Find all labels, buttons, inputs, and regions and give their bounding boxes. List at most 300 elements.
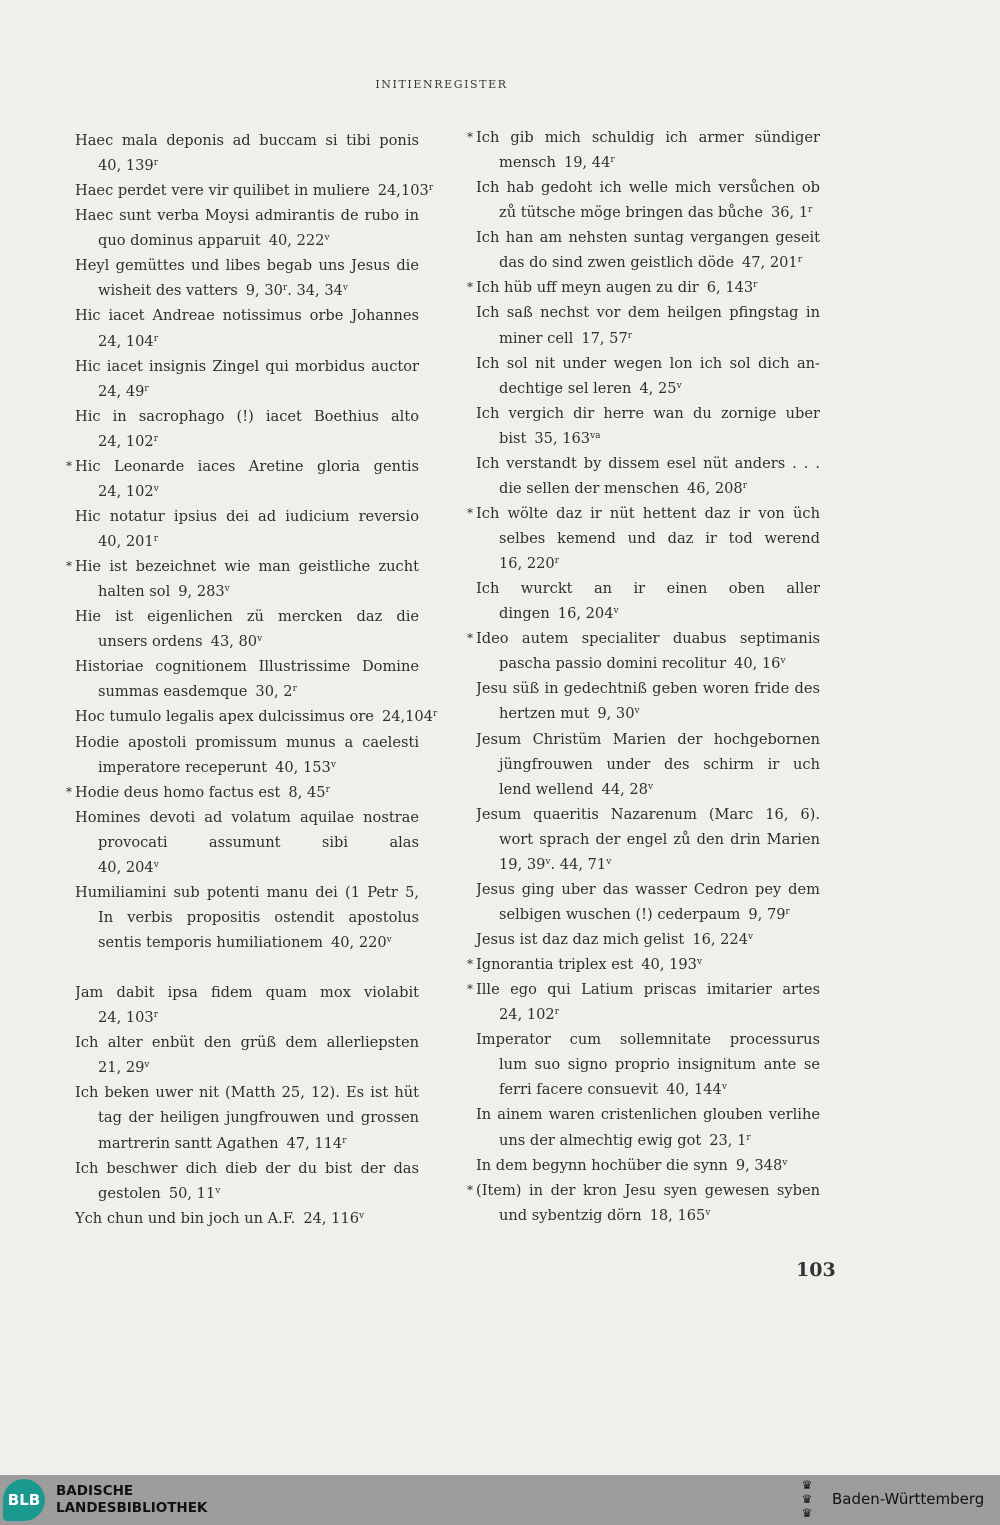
index-entry [75,980,419,1030]
entry-line [75,730,419,755]
entry-text: halten sol [98,583,171,601]
entry-text: Hic in sacrophago (!) iacet Boethius alto [75,407,419,425]
folio-side: r [808,205,813,216]
entry-text: imperatore receperunt [98,758,268,776]
entry-text: dechtige sel leren [499,379,632,397]
entry-line [75,1055,419,1080]
entry-text: Jesu süß in gedechtniß geben woren fride des [476,680,820,698]
entry-line [476,200,820,225]
folio-number: . 44, 71 [550,855,607,873]
index-entry [75,303,419,353]
entry-line [75,454,419,479]
folio-number: 6, 143 [706,279,754,297]
entry-text: Heyl gemüttes und libes begab uns Jesus die [75,257,419,275]
index-entry [66,554,419,604]
entry-line [476,651,820,676]
entry-line [476,351,820,376]
entry-line [476,802,820,827]
folio-reference [742,254,802,271]
folio-number: 47, 114 [286,1134,343,1152]
folio-side: v [386,935,392,945]
folio-side: v [606,856,612,867]
folio-number: 24,103 [377,182,429,200]
folio-side: v [324,233,330,244]
entry-line [75,704,438,729]
folio-reference [98,157,158,174]
index-entry [476,727,820,802]
index-entry [75,805,419,880]
entry-text: Jesum quaeritis Nazarenum (Marc 16, 6). [476,805,820,823]
index-entry [467,501,820,576]
index-entry [66,780,419,805]
entry-line [75,579,419,604]
entry-text: Jesum Christüm Marien der hochgebornen [476,730,820,748]
folio-reference [564,154,615,171]
entry-line [75,504,419,529]
entry-line [75,930,419,955]
entry-line [75,329,419,354]
asterisk-mark: * [66,784,72,799]
index-entry [476,401,820,451]
entry-line [75,379,419,404]
entry-text: provocati assumunt sibi alas [98,833,419,851]
entry-text: Ich hab gedoht ich welle mich versůchen ob [476,179,820,197]
folio-side: r [554,556,560,567]
entry-line [476,676,820,701]
baden-wuerttemberg-lions-icon: ♛ ♛ ♛ [801,1478,813,1520]
entry-line [75,755,419,780]
folio-side: r [433,709,438,720]
entry-text: Hodie deus homo factus est [75,783,281,801]
folio-number: 24,104 [381,708,434,726]
folio-side: v [545,856,551,867]
folio-number: 19, 44 [563,154,611,172]
folio-reference [98,1059,150,1076]
entry-text: hertzen mut [499,705,590,723]
blb-logo[interactable]: BLB [3,1479,45,1521]
entry-line [476,501,820,526]
library-name-line2: LANDESBIBLIOTHEK [56,1500,208,1516]
folio-side: r [325,784,330,795]
entry-text: (Item) in der kron Jesu syen gewesen syben [476,1181,820,1199]
folio-side: r [153,158,159,169]
entry-text: Ille ego qui Latium priscas imitarier artes [476,981,820,999]
folio-reference [692,931,753,948]
entry-text: mensch [499,154,556,172]
entry-line [476,1203,820,1228]
entry-line [75,1156,419,1181]
entry-line [476,752,820,777]
footer-bar [0,1475,1000,1525]
index-entry [476,802,820,877]
folio-reference [303,1210,364,1227]
index-entry [75,1156,419,1206]
asterisk-mark: * [467,505,473,520]
folio-side: v [144,1060,150,1071]
folio-reference [98,383,149,400]
folio-number: 30, 2 [255,683,293,701]
entry-text: bist [499,429,527,447]
folio-reference [269,232,330,249]
entry-text: pascha passio domini recolitur [499,655,727,673]
entry-line [75,278,419,303]
entry-line [75,629,419,654]
entry-text: Jesus ging uber das wasser Cedron pey dem [476,880,820,898]
entry-line [476,1128,820,1153]
folio-reference [499,1006,559,1023]
folio-number: 4, 25 [639,379,677,397]
entry-text: summas easdemque [98,683,248,701]
folio-reference [178,583,230,600]
folio-number: 46, 208 [687,479,743,497]
entry-line [75,980,419,1005]
entry-line [476,626,820,651]
index-entry [476,225,820,275]
index-entry [476,877,820,927]
entry-text: Hie ist bezeichnet wie man geistliche zucht [75,558,419,576]
index-entry [75,1080,419,1155]
folio-side: r [153,433,159,444]
folio-number: 36, 1 [770,204,809,222]
entry-line [476,526,820,551]
folio-reference [382,708,437,725]
folio-reference [707,279,758,296]
entry-text: In ainem waren cristenlichen glouben verlihe [476,1106,820,1124]
folio-number: 50, 11 [168,1184,216,1202]
entry-text: Haec sunt verba Moysi admirantis de rubo in [75,207,419,225]
index-entry [476,1153,820,1178]
entry-line [476,1052,820,1077]
folio-reference [709,1132,750,1149]
entry-text: Hic notatur ipsius dei ad iudicium reversio [75,507,419,525]
entry-line [476,927,820,952]
entry-line [476,451,820,476]
entry-text: lend wellend [499,780,594,798]
entry-text: unsers ordens [98,633,203,651]
asterisk-mark: * [467,957,473,972]
folio-reference [736,1157,788,1174]
entry-line [476,902,820,927]
section-gap [75,955,419,980]
entry-line [476,1153,820,1178]
folio-reference [98,533,158,550]
folio-number: 23, 1 [709,1131,747,1149]
folio-reference [771,204,812,221]
entry-line [75,1206,419,1231]
entry-text: Ich beschwer dich dieb der du bist der das [75,1159,419,1177]
entry-line [476,727,820,752]
entry-line [75,303,419,328]
folio-reference [211,633,263,650]
index-entry [476,451,820,501]
folio-number: 9, 30 [597,705,635,723]
index-entry [75,654,419,704]
entry-line [75,1131,419,1156]
entry-text: Hic iacet Andreae notissimus orbe Johannes [75,307,419,325]
folio-reference [581,330,632,347]
running-head: INITIENREGISTER [375,78,508,91]
folio-side: r [153,333,159,344]
folio-reference [734,655,786,672]
entry-text: und sybentzig dörn [499,1206,642,1224]
entry-line [75,679,419,704]
folio-reference [641,956,702,973]
entry-text: Ich saß nechst vor dem heilgen pfingstag in [476,304,820,322]
folio-number: 16, 224 [692,931,748,948]
folio-side: v [647,781,654,792]
entry-line [75,905,419,930]
folio-side: v [153,483,159,494]
folio-reference [687,480,747,497]
entry-line [476,1027,820,1052]
entry-line [476,426,820,451]
entry-line [75,529,419,554]
library-name-line1: BADISCHE [56,1483,134,1499]
asterisk-mark: * [467,631,473,646]
folio-reference [255,683,296,700]
entry-line [75,128,419,153]
index-entry [476,351,820,401]
folio-number: 24, 102 [98,432,154,450]
entry-line [75,1105,419,1130]
folio-side: v [780,656,786,667]
folio-number: 44, 28 [601,780,648,798]
folio-reference [275,759,336,776]
folio-reference [602,781,654,798]
entry-line [476,175,820,200]
entry-text: Hodie apostoli promissum munus a caelesti [75,733,419,751]
folio-number: 35, 163 [534,429,591,447]
folio-side: v [613,606,619,617]
entry-text: Ich wölte daz ir nüt hettent daz ir von üch [476,504,820,522]
entry-line [476,300,820,325]
folio-side: r [153,1010,159,1021]
index-entry [467,626,820,676]
asterisk-mark: * [467,982,473,997]
page-number: 103 [796,1259,836,1281]
entry-line [75,654,419,679]
entry-line [75,178,434,203]
index-entry [75,880,419,955]
asterisk-mark: * [66,559,72,574]
folio-side: v [748,932,754,942]
library-name [56,1483,207,1517]
entry-text: Jesus ist daz daz mich gelist [476,931,685,948]
folio-number: 40, 16 [734,655,781,673]
entry-line [476,275,820,300]
entry-line [476,225,820,250]
entry-line [476,977,820,1002]
entry-text: gestolen [98,1184,161,1202]
entry-text: In dem begynn hochüber die synn [476,1156,728,1174]
entry-text: Ych chun und bin joch un A.F. [75,1209,296,1227]
index-entry [75,704,438,729]
asterisk-mark: * [467,1182,473,1197]
index-entry [75,178,434,203]
entry-text: selbigen wuschen (!) cederpaum [499,905,741,923]
index-entry [75,1030,419,1080]
folio-side: v [342,283,348,294]
entry-text: Haec mala deponis ad buccam si tibi ponis [75,132,419,149]
index-entry [75,203,419,253]
entry-text: sentis temporis humiliationem [98,934,323,951]
folio-side: r [428,183,434,194]
folio-reference [98,433,158,450]
entry-text: Hic Leonarde iaces Aretine gloria gentis [75,457,419,475]
entry-line [75,1005,419,1030]
asterisk-mark: * [467,130,473,144]
folio-number: 17, 57 [581,329,628,347]
folio-side: v [721,1082,727,1093]
folio-number: 19, 39 [499,855,546,873]
folio-number: 9, 79 [748,905,786,923]
folio-reference [98,483,159,500]
entry-line [75,1181,419,1206]
index-entry [75,354,419,404]
folio-reference [666,1081,727,1098]
folio-reference [287,1135,347,1152]
folio-side: r [753,280,758,291]
folio-reference [331,934,392,951]
folio-side: v [215,1185,221,1196]
folio-reference [650,1207,711,1224]
folio-reference [98,859,159,876]
folio-side: v [705,1207,711,1218]
folio-side: v [153,859,159,870]
entry-line [75,880,419,905]
folio-side: r [292,684,297,695]
entry-text: lum suo signo proprio insignitum ante se [499,1056,820,1074]
folio-reference [748,906,789,923]
entry-line [75,203,419,228]
index-entry [75,404,419,454]
folio-number: 21, 29 [98,1059,145,1077]
entry-text: wisheit des vatters [98,282,238,300]
folio-number: 9, 283 [178,583,225,601]
entry-text: tag der heiligen jungfrouwen und grossen [98,1109,419,1127]
folio-number: 43, 80 [210,633,258,651]
entry-text: wort sprach der engel zů den drin Marien [499,830,820,848]
folio-number: 24, 102 [98,482,154,500]
entry-line [476,1077,820,1102]
state-name[interactable]: Baden-Württemberg [832,1490,985,1508]
folio-reference [288,784,329,801]
entry-text: Imperator cum sollemnitate processurus [476,1031,820,1049]
folio-reference [558,605,619,622]
entry-line [476,601,820,626]
entry-text: Hic iacet insignis Zingel qui morbidus auctor [75,357,419,375]
folio-number: 9, 348 [735,1156,783,1174]
entry-text: Humiliamini sub potenti manu dei (1 Petr 5, [75,883,419,901]
index-entry [75,504,419,554]
entry-line [476,952,820,977]
folio-number: 40, 139 [98,157,154,175]
folio-side: r [342,1135,347,1146]
folio-number: 9, 30 [245,282,283,300]
entry-line [476,125,820,150]
asterisk-mark: * [467,280,473,295]
folio-reference [169,1185,221,1202]
entry-line [75,228,419,253]
entry-line [476,1178,820,1203]
folio-side: r [144,383,149,394]
entry-text: uns der almechtig ewig got [499,1131,702,1149]
entry-text: zů tütsche möge bringen das bůche [499,204,763,222]
entry-line [75,554,419,579]
entry-text: Ich gib mich schuldig ich armer sündiger [476,129,820,146]
index-entry [75,128,419,178]
folio-reference [378,182,433,199]
folio-side: v [257,634,263,645]
index-entry [476,175,820,225]
entry-line [476,877,820,902]
index-entry [476,927,820,952]
index-column-right [467,125,820,1228]
index-entry [75,730,419,780]
index-column-left [66,128,438,1231]
entry-text: Ich vergich dir herre wan du zornige uber [476,404,820,422]
folio-number: 40, 201 [98,533,154,550]
folio-number: 16, 204 [557,605,614,623]
entry-line [476,401,820,426]
entry-text: Ich beken uwer nit (Matth 25, 12). Es ist hüt [75,1084,419,1102]
entry-line [75,1080,419,1105]
entry-line [75,1030,419,1055]
entry-text: selbes kemend und daz ir tod werend [499,530,820,547]
folio-side: v [696,957,703,968]
entry-line [476,1002,820,1027]
folio-side: v [782,1157,788,1168]
index-entry [476,676,820,726]
entry-text: Ich sol nit under wegen lon ich sol dich an- [476,354,820,372]
index-entry [476,576,820,626]
folio-number: 40, 153 [275,758,331,776]
entry-text: Ignorantia triplex est [476,956,634,974]
folio-reference [499,555,559,572]
entry-line [75,830,419,855]
index-entry [75,1206,419,1231]
entry-line [75,855,419,880]
folio-number: 40, 193 [641,956,697,974]
folio-side: r [610,155,615,166]
folio-number: 18, 165 [649,1206,706,1224]
folio-side: v [359,1210,365,1221]
index-entry [476,300,820,350]
entry-line [476,576,820,601]
entry-text: dingen [499,605,550,623]
entry-line [476,326,820,351]
folio-reference [534,430,600,447]
entry-line [75,780,419,805]
folio-side: r [746,1132,751,1143]
asterisk-mark: * [66,458,72,473]
folio-side: r [282,283,288,294]
entry-line [75,604,419,629]
folio-number: 24, 116 [303,1209,360,1227]
folio-number: 40, 222 [268,232,325,250]
entry-line [476,852,820,877]
entry-text: Hie ist eigenlichen zü mercken daz die [75,608,419,626]
entry-text: Historiae cognitionem Illustrissime Domine [75,658,419,676]
entry-line [75,153,419,178]
folio-number: 40, 144 [666,1081,722,1099]
folio-side: r [785,906,790,917]
folio-side: v [330,759,336,770]
entry-text: Hoc tumulo legalis apex dulcissimus ore [75,708,374,726]
entry-text: Haec perdet vere vir quilibet in muliere [75,182,370,200]
folio-side: v [224,584,230,595]
entry-text: In verbis propositis ostendit apostolus [98,908,419,926]
